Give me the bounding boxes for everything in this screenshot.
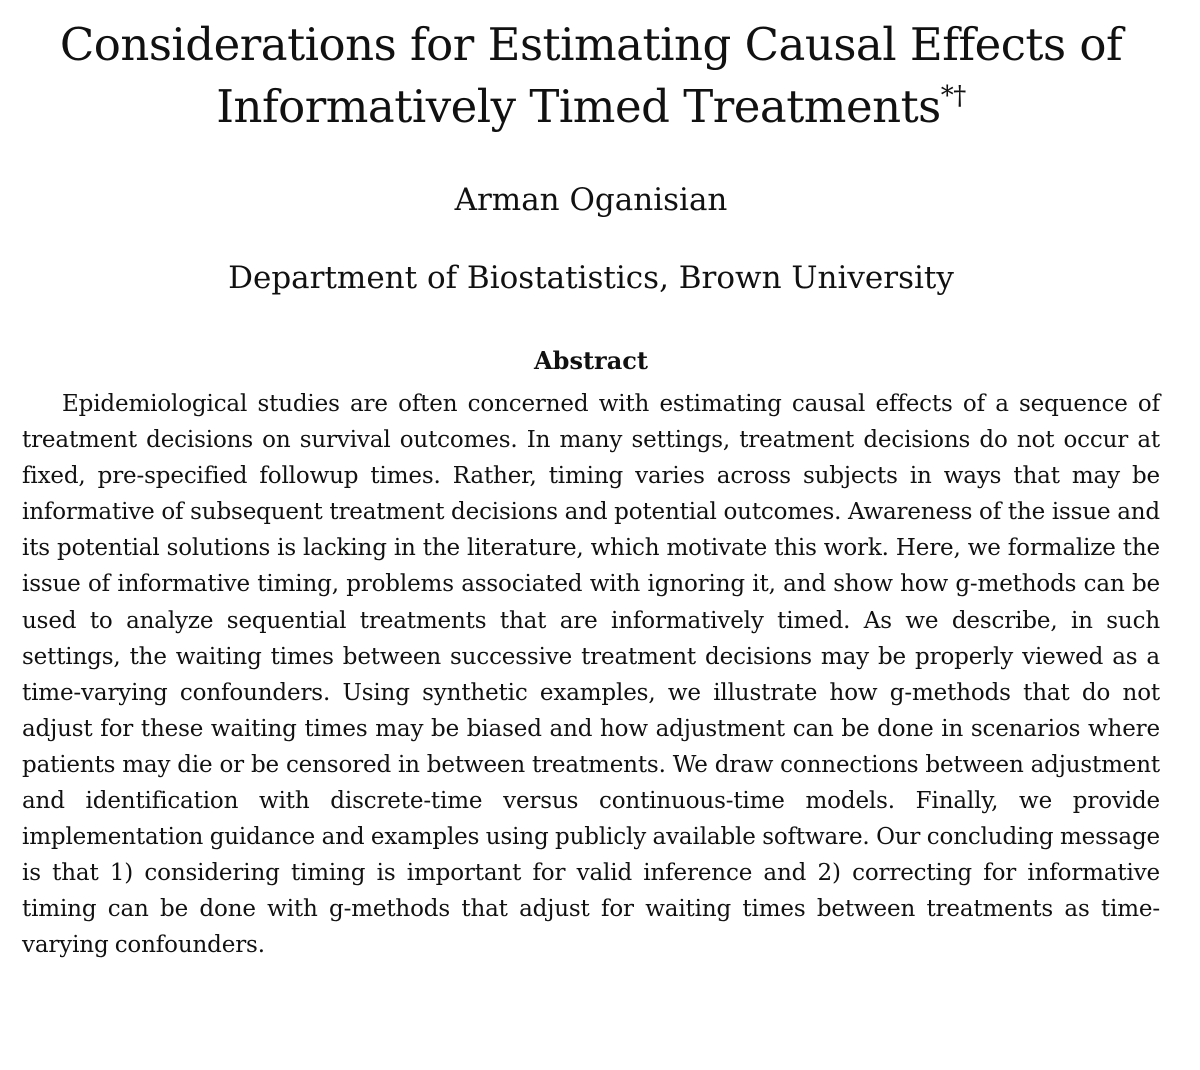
- paper-title-line-2-text: Informatively Timed Treatments: [216, 80, 941, 133]
- abstract-text: [22, 386, 1160, 964]
- paper-title: [22, 0, 1160, 138]
- author-affiliation: Department of Biostatistics, Brown University: [228, 260, 954, 296]
- author-name: Arman Oganisian: [454, 182, 728, 218]
- paper-title-line-1: Considerations for Estimating Causal Effects of: [59, 18, 1123, 71]
- abstract-body-text: Epidemiological studies are often concerned with estimating causal effects of a sequence of treatment decisions on survival outcomes. In many settings, treatment decisions do not occur at fixed, pre-specified followup times. Rather, timing varies across subjects in ways that may be informative of subsequent treatment decisions and potential outcomes. Awareness of the issue and its potential solutions is lacking in the literature, which motivate this work. Here, we formalize the issue of informative timing, problems associated with ignoring it, and show how g-methods can be used to analyze sequential treatments that are informatively timed. As we describe, in such settings, the waiting times between successive treatment decisions may be properly viewed as a time-varying confounders. Using synthetic examples, we illustrate how g-methods that do not adjust for these waiting times may be biased and how adjustment can be done in scenarios where patients may die or be censored in between treatments. We draw connections between adjustment and identification with discrete-time versus continuous-time models. Finally, we provide implementation guidance and examples using publicly available software. Our concluding message is that 1) considering timing is important for valid inference and 2) correcting for informative timing can be done with g-methods that adjust for waiting times between treatments as time-varying confounders.: [22, 391, 1160, 959]
- title-footnote-marks: *†: [940, 81, 966, 111]
- paper-title-line-2: [22, 76, 1160, 138]
- abstract-heading: Abstract: [534, 346, 648, 375]
